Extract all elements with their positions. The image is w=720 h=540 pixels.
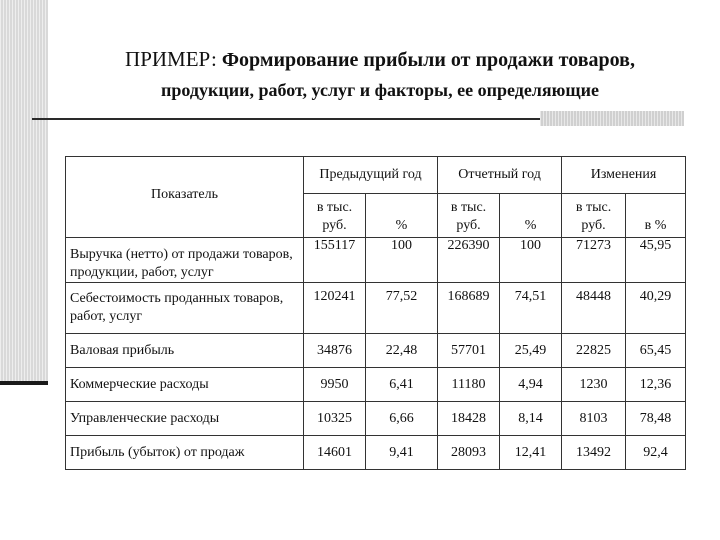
row-label: Управленческие расходы (66, 402, 304, 436)
cell-value: 40,29 (626, 283, 686, 334)
title-line-1 (60, 44, 700, 75)
cell-value: 25,49 (500, 334, 562, 368)
cell-value: 9,41 (366, 436, 438, 470)
subheader-change-percent: в % (626, 194, 686, 238)
cell-value: 28093 (438, 436, 500, 470)
table-row-cost (66, 283, 686, 334)
cell-value: 8103 (562, 402, 626, 436)
cell-value: 100 (500, 238, 562, 283)
slide-title (60, 44, 700, 105)
left-bar-accent-line (0, 381, 48, 385)
table-row-revenue (66, 238, 686, 283)
title-prefix: ПРИМЕР: (125, 47, 217, 71)
header-report-year: Отчетный год (438, 157, 562, 194)
cell-value: 6,41 (366, 368, 438, 402)
cell-value: 1230 (562, 368, 626, 402)
row-label: Коммерческие расходы (66, 368, 304, 402)
cell-value: 168689 (438, 283, 500, 334)
profit-table (65, 156, 686, 470)
left-decorative-bar (0, 0, 48, 384)
table-row-gross-profit (66, 334, 686, 368)
cell-value: 12,41 (500, 436, 562, 470)
subheader-prev-thousand-rub: в тыс. руб. (304, 194, 366, 238)
cell-value: 57701 (438, 334, 500, 368)
row-label: Выручка (нетто) от продажи товаров, продукции, работ, услуг (66, 238, 304, 283)
header-indicator: Показатель (66, 157, 304, 238)
table-row-commercial-expenses (66, 368, 686, 402)
cell-value: 226390 (438, 238, 500, 283)
cell-value: 77,52 (366, 283, 438, 334)
table-header-row (66, 157, 686, 194)
cell-value: 6,66 (366, 402, 438, 436)
subheader-report-percent: % (500, 194, 562, 238)
cell-value: 100 (366, 238, 438, 283)
cell-value: 13492 (562, 436, 626, 470)
header-changes: Изменения (562, 157, 686, 194)
cell-value: 14601 (304, 436, 366, 470)
cell-value: 120241 (304, 283, 366, 334)
row-label: Валовая прибыль (66, 334, 304, 368)
cell-value: 22,48 (366, 334, 438, 368)
cell-value: 11180 (438, 368, 500, 402)
cell-value: 155117 (304, 238, 366, 283)
cell-value: 74,51 (500, 283, 562, 334)
cell-value: 4,94 (500, 368, 562, 402)
cell-value: 65,45 (626, 334, 686, 368)
row-label: Прибыль (убыток) от продаж (66, 436, 304, 470)
subheader-report-thousand-rub: в тыс. руб. (438, 194, 500, 238)
table-row-management-expenses (66, 402, 686, 436)
table-row-sales-profit (66, 436, 686, 470)
subheader-change-thousand-rub: в тыс. руб. (562, 194, 626, 238)
cell-value: 18428 (438, 402, 500, 436)
cell-value: 9950 (304, 368, 366, 402)
row-label: Себестоимость проданных товаров, работ, услуг (66, 283, 304, 334)
cell-value: 22825 (562, 334, 626, 368)
cell-value: 34876 (304, 334, 366, 368)
cell-value: 45,95 (626, 238, 686, 283)
subheader-prev-percent: % (366, 194, 438, 238)
cell-value: 78,48 (626, 402, 686, 436)
title-line-2: продукции, работ, услуг и факторы, ее определяющие (161, 80, 599, 100)
cell-value: 48448 (562, 283, 626, 334)
title-line-1-text: Формирование прибыли от продажи товаров, (221, 49, 635, 71)
title-divider-line (32, 118, 540, 120)
cell-value: 92,4 (626, 436, 686, 470)
cell-value: 71273 (562, 238, 626, 283)
title-divider-block (540, 111, 684, 126)
cell-value: 8,14 (500, 402, 562, 436)
cell-value: 10325 (304, 402, 366, 436)
cell-value: 12,36 (626, 368, 686, 402)
header-previous-year: Предыдущий год (304, 157, 438, 194)
